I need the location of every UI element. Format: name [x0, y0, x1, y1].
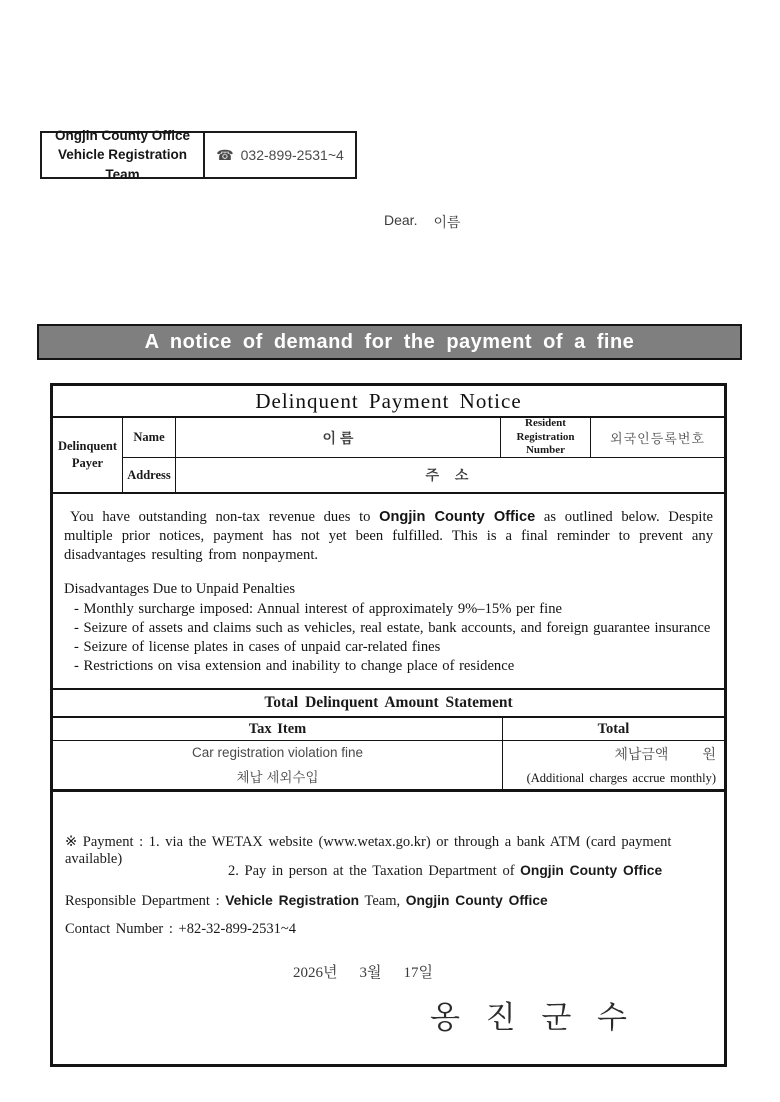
office-info-box: [40, 127, 357, 182]
total-cell: [503, 741, 724, 789]
statement-title-row: [53, 690, 724, 718]
issue-date: [53, 961, 673, 982]
payment-instruction-2-text: 2. Pay in person at the Taxation Department of: [228, 863, 521, 879]
governor-signature: 옹 진 군 수: [429, 1000, 636, 1035]
payment-instruction-2-office: Ongjin County Office: [520, 863, 663, 878]
delinquent-notice-document: [50, 383, 727, 1067]
total-amount: 체납금액: [614, 746, 669, 762]
penalty-item: - Seizure of license plates in cases of unpaid car-related fines: [74, 638, 441, 655]
notice-banner: [37, 324, 742, 360]
banner-title: A notice of demand for the payment of a fine: [144, 330, 635, 353]
payer-group-label: [53, 418, 123, 492]
total-column-header: Total: [597, 720, 630, 737]
contact-number-line: Contact Number : +82-32-899-2531~4: [65, 921, 297, 937]
penalty-item: - Monthly surcharge imposed: Annual interest of approximately 9%–15% per fine: [74, 600, 562, 617]
notice-paragraph: [64, 508, 713, 565]
notice-body: [53, 494, 724, 690]
paragraph-pre: You have outstanding non-tax revenue dues to: [70, 509, 380, 525]
paragraph-post: as outlined below. Despite multiple prior notices, payment has not yet been fulfilled. This is a final reminder to prevent any disadvantages resulting from nonpayment.: [64, 509, 713, 563]
office-phone: [205, 133, 355, 177]
office-name: [42, 127, 205, 182]
statement-data-row: [53, 741, 724, 792]
payer-group-label-line1: Delinquent: [57, 439, 118, 454]
penalty-item: - Restrictions on visa extension and inability to change place of residence: [74, 657, 515, 674]
address-label: Address: [123, 458, 176, 492]
document-title: Delinquent Payment Notice: [255, 388, 522, 413]
statement-title: Total Delinquent Amount Statement: [264, 694, 513, 711]
responsible-department-line: [65, 893, 548, 910]
payer-group-label-line2: Payer: [71, 456, 104, 470]
paragraph-office-bold: Ongjin County Office: [379, 509, 536, 525]
rrn-label-line3: Number: [525, 444, 566, 457]
tax-item-cell: [53, 741, 503, 789]
tax-item-line1: Car registration violation fine: [191, 744, 364, 760]
greeting-recipient: 이름: [433, 214, 461, 230]
penalties-list: [64, 600, 713, 676]
total-amount-line: [503, 744, 716, 764]
total-note: (Additional charges accrue monthly): [526, 771, 716, 785]
payer-info-table: [53, 418, 724, 494]
resident-registration-number-label: [501, 418, 591, 458]
office-name-line1: Ongjin County Office: [55, 127, 190, 143]
dept-label: Responsible Department :: [65, 893, 226, 909]
footer-section: [53, 792, 724, 1064]
penalty-item: - Seizure of assets and claims such as vehicles, real estate, bank accounts, and foreign guarantee insurance: [74, 619, 711, 636]
address-value: 주 소: [425, 467, 475, 483]
payment-instruction-1: ※ Payment : 1. via the WETAX website (www.wetax.go.kr) or through a bank ATM (card payment available): [65, 834, 672, 867]
office-name-line2: Vehicle Registration Team: [57, 147, 188, 182]
penalties-title: Disadvantages Due to Unpaid Penalties: [64, 580, 296, 597]
rrn-label-line2: Registration: [516, 430, 575, 443]
name-label: Name: [123, 418, 176, 458]
greeting-dear-label: Dear.: [384, 212, 418, 228]
dept-team-bold: Vehicle Registration: [225, 893, 360, 908]
name-value: 이 름: [176, 418, 501, 458]
greeting: [384, 212, 461, 232]
total-unit: 원: [702, 746, 716, 762]
issue-date-day: 17일: [403, 965, 433, 981]
tax-item-line2: 체납 세외수입: [236, 769, 319, 785]
payment-instruction-2: [228, 863, 662, 880]
statement-header-row: [53, 718, 724, 741]
dept-mid-text: Team,: [359, 893, 406, 909]
phone-number: 032-899-2531~4: [240, 147, 344, 163]
issue-date-year: 2026년: [293, 965, 338, 981]
tax-item-column-header: Tax Item: [53, 718, 503, 740]
dept-office-bold: Ongjin County Office: [405, 893, 548, 908]
phone-icon: ☎: [216, 146, 234, 163]
rrn-label-line1: Resident: [525, 416, 566, 429]
document-title-row: [53, 386, 724, 418]
issue-date-month: 3월: [359, 965, 382, 981]
resident-registration-number-value: 외국인등록번호: [591, 418, 724, 458]
